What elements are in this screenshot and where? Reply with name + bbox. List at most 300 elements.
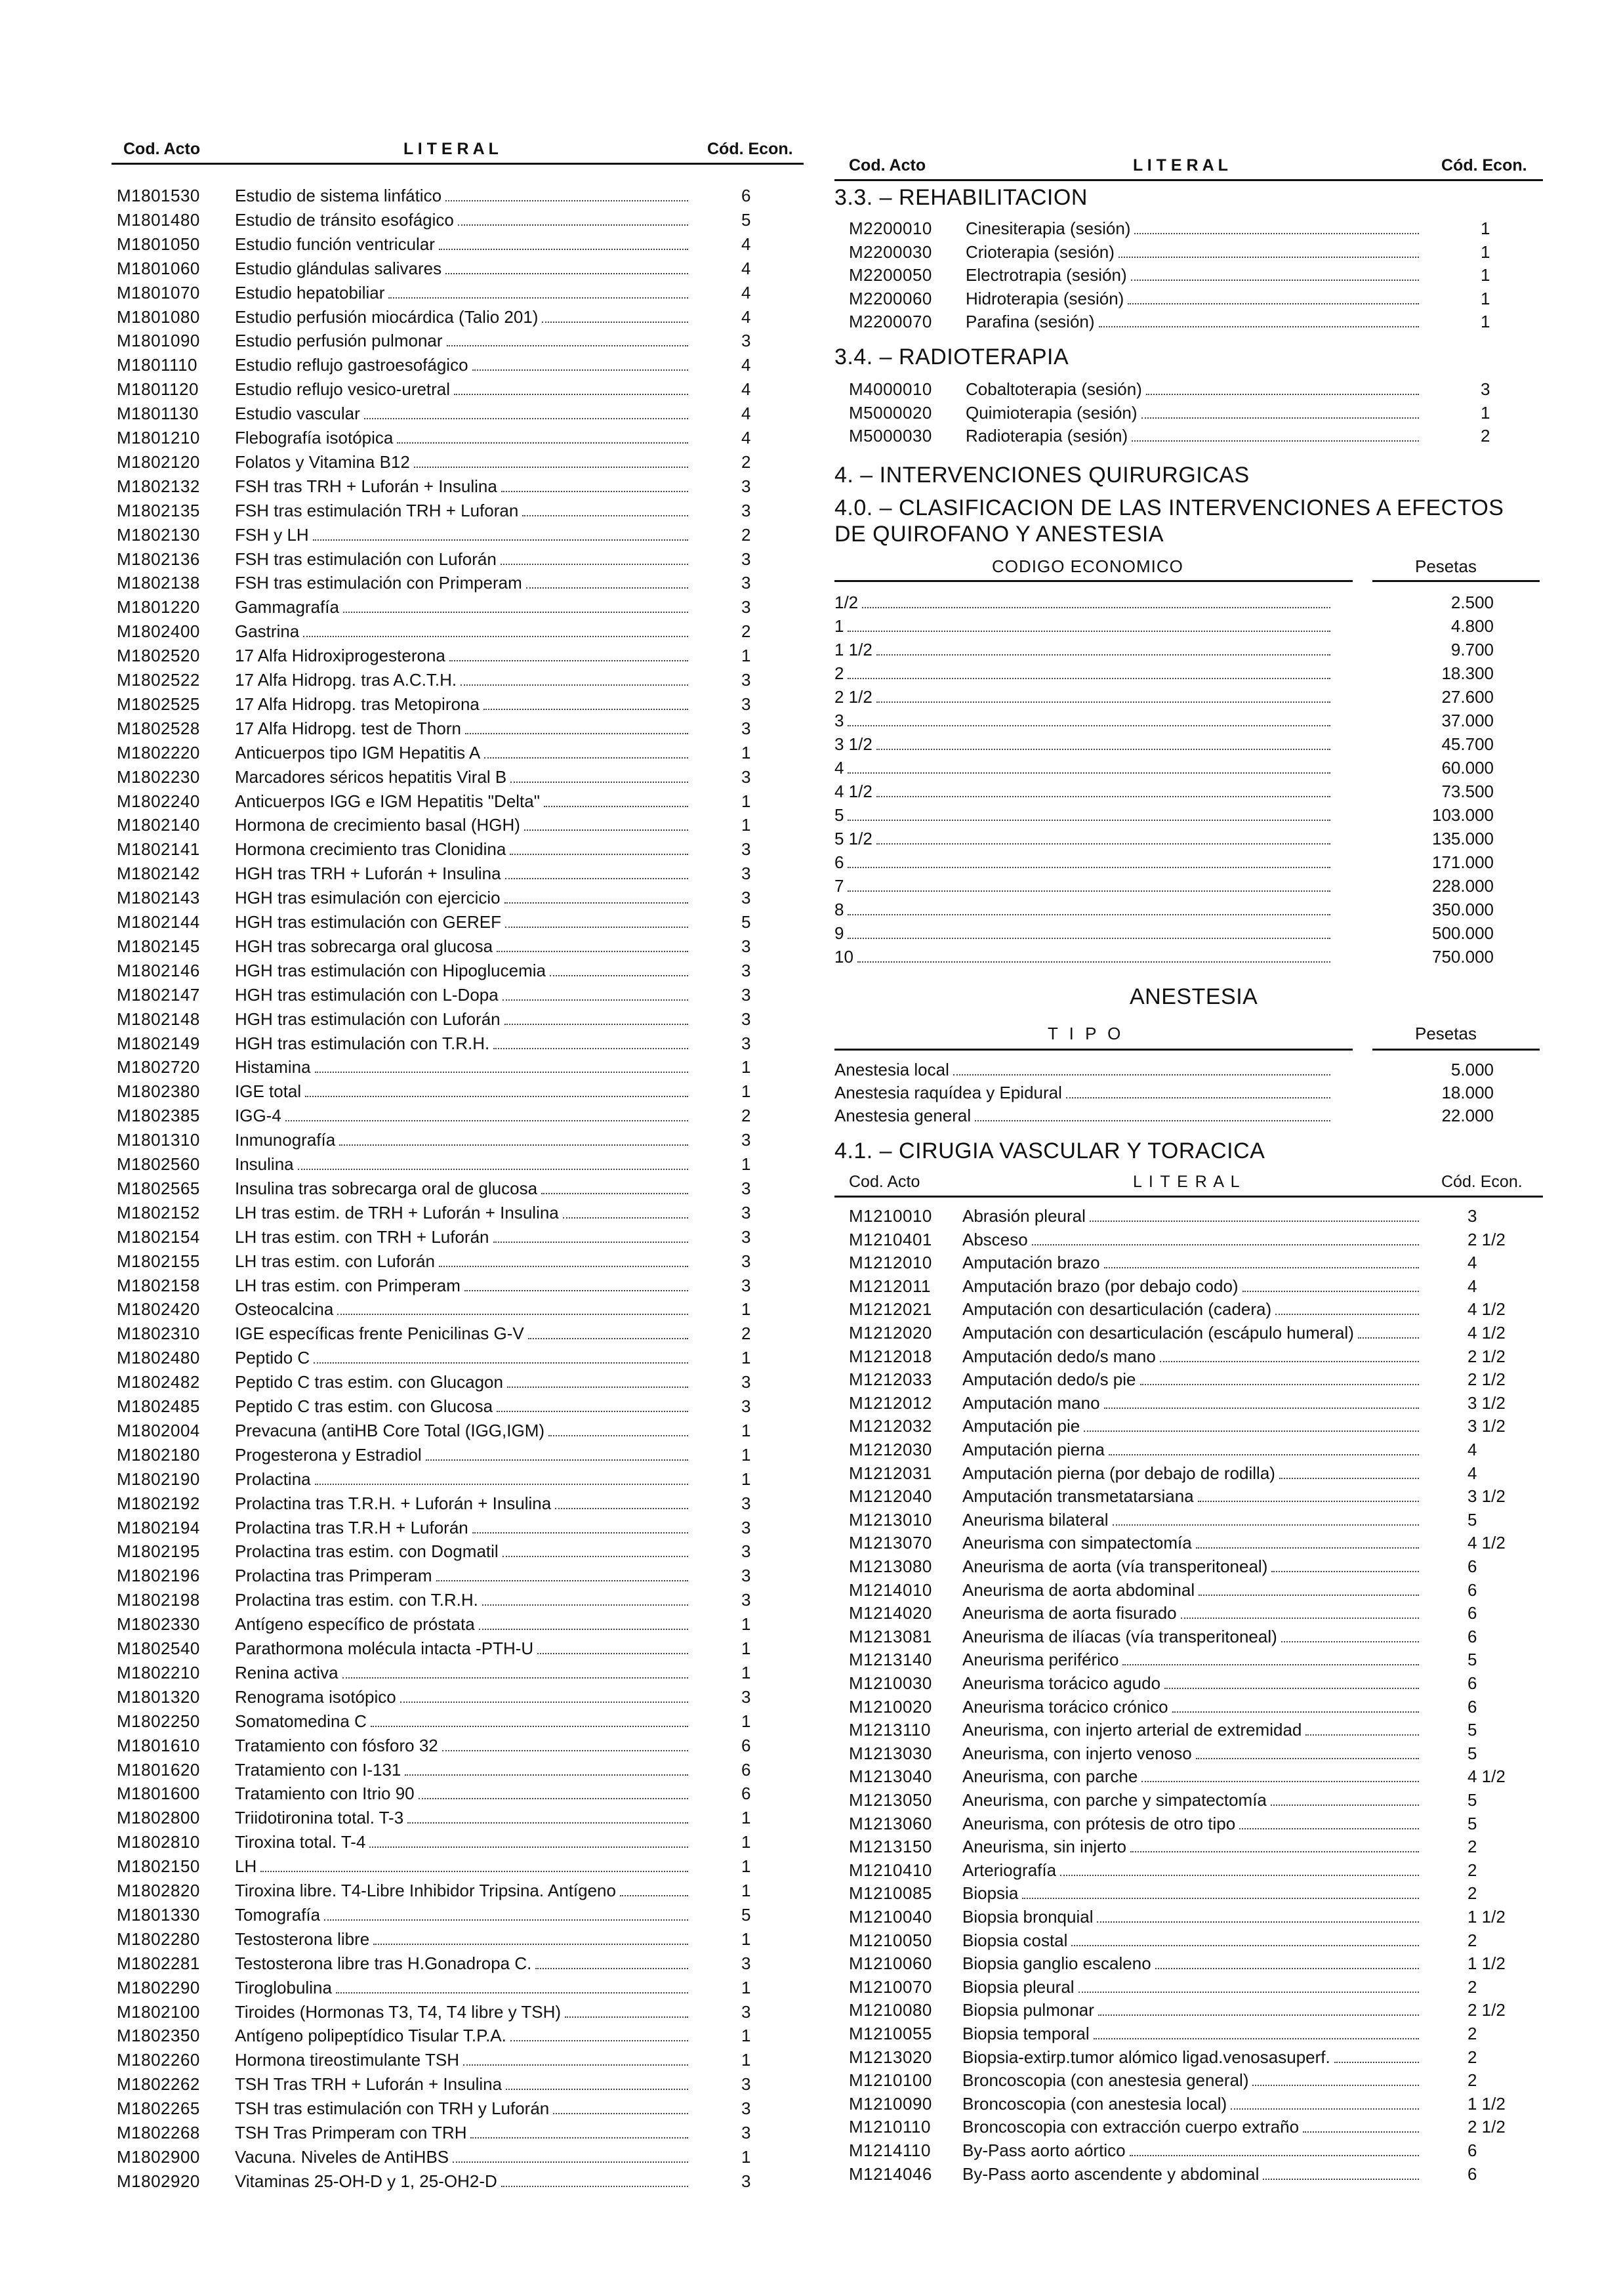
econ-code: 2 bbox=[1467, 1883, 1477, 1904]
literal-description bbox=[962, 1414, 1422, 1438]
literal-description bbox=[962, 1788, 1422, 1812]
act-code: M1802720 bbox=[117, 1057, 200, 1077]
literal-text: HGH tras estimulación con L-Dopa bbox=[235, 984, 499, 1005]
literal-description bbox=[235, 1274, 691, 1297]
literal-text: Testosterona libre tras H.Gonadropa C. bbox=[235, 1953, 532, 1973]
section-title-rehabilitacion: 3.3. – REHABILITACION bbox=[834, 185, 1088, 210]
literal-text: Renina activa bbox=[235, 1662, 339, 1682]
literal-text: LH tras estim. con Luforán bbox=[235, 1251, 435, 1271]
act-code: M1213140 bbox=[849, 1650, 932, 1670]
dot-leader bbox=[524, 813, 688, 831]
dot-leader bbox=[458, 208, 688, 226]
econ-code: 3 bbox=[741, 984, 751, 1005]
econ-code: 2 1/2 bbox=[1467, 2117, 1506, 2137]
table-row bbox=[112, 741, 804, 764]
dot-leader bbox=[314, 1346, 688, 1364]
literal-description bbox=[962, 1508, 1422, 1532]
econ-code: 2 bbox=[1467, 2047, 1477, 2067]
dot-leader bbox=[1113, 1508, 1419, 1526]
act-code: M1212021 bbox=[849, 1299, 932, 1320]
literal-description bbox=[962, 2045, 1422, 2069]
econ-code: 1 bbox=[1481, 219, 1490, 238]
act-code: M2200050 bbox=[849, 265, 932, 285]
literal-description bbox=[235, 232, 691, 256]
act-code: M1802198 bbox=[117, 1590, 200, 1610]
econ-code: 5 bbox=[1467, 1720, 1477, 1740]
literal-description bbox=[235, 1297, 691, 1321]
table-row bbox=[834, 1461, 1543, 1485]
econ-code: 1 bbox=[1481, 402, 1490, 423]
table-row bbox=[112, 813, 804, 837]
dot-leader bbox=[528, 1322, 688, 1339]
literal-description bbox=[235, 2121, 691, 2144]
literal-text: HGH tras estimulación con T.R.H. bbox=[235, 1033, 490, 1053]
econ-code: 4 1/2 bbox=[1467, 1299, 1506, 1320]
act-code: M5000030 bbox=[849, 426, 932, 446]
econ-code: 4 1/2 bbox=[1467, 1323, 1506, 1343]
dot-leader bbox=[364, 402, 688, 419]
literal-description bbox=[235, 523, 691, 547]
literal-description bbox=[962, 1718, 1422, 1742]
literal-description bbox=[235, 1225, 691, 1249]
literal-description bbox=[962, 1835, 1422, 1858]
dot-leader bbox=[1155, 1952, 1419, 1969]
table-row bbox=[112, 910, 804, 934]
act-code: M1213040 bbox=[849, 1766, 932, 1787]
literal-description bbox=[235, 1661, 691, 1684]
price-row bbox=[834, 945, 1543, 969]
literal-description bbox=[235, 1539, 691, 1563]
dot-leader bbox=[1196, 1742, 1419, 1759]
econ-code: 3 bbox=[741, 1590, 751, 1610]
literal-description bbox=[235, 765, 691, 789]
table-row bbox=[112, 668, 804, 692]
dot-leader bbox=[343, 595, 688, 613]
act-code: M1802194 bbox=[117, 1517, 200, 1537]
table-row bbox=[112, 1394, 804, 1418]
act-code: M1210100 bbox=[849, 2070, 932, 2091]
econ-code: 3 bbox=[741, 1686, 751, 1707]
literal-text: Biopsia pleural bbox=[962, 1976, 1075, 1997]
literal-description bbox=[962, 1764, 1422, 1788]
table-row bbox=[834, 1508, 1543, 1532]
literal-text: Vitaminas 25-OH-D y 1, 25-OH2-D bbox=[235, 2171, 497, 2191]
table-row bbox=[834, 1881, 1543, 1905]
dot-leader bbox=[388, 281, 688, 299]
literal-text: Testosterona libre bbox=[235, 1929, 370, 1949]
table-row bbox=[112, 474, 804, 498]
econ-code: 3 bbox=[741, 1178, 751, 1198]
table-row bbox=[112, 1104, 804, 1127]
econ-code: 4 1/2 bbox=[1467, 1533, 1506, 1553]
literal-text: Peptido C tras estim. con Glucosa bbox=[235, 1396, 493, 1416]
literal-text: IGE específicas frente Penicilinas G-V bbox=[235, 1324, 524, 1344]
table-row bbox=[834, 377, 1543, 401]
price-label bbox=[834, 803, 1333, 827]
literal-description bbox=[235, 1564, 691, 1587]
act-code: M1802145 bbox=[117, 936, 200, 956]
act-code: M1210040 bbox=[849, 1907, 932, 1927]
table-row bbox=[112, 281, 804, 304]
literal-text: Tratamiento con fósforo 32 bbox=[235, 1735, 438, 1755]
dot-leader bbox=[1199, 1578, 1419, 1596]
literal-description bbox=[235, 2072, 691, 2096]
literal-description bbox=[235, 2169, 691, 2193]
literal-text: Estudio de tránsito esofágico bbox=[235, 209, 454, 230]
literal-description bbox=[235, 499, 691, 522]
literal-text: Amputación pierna (por debajo de rodilla) bbox=[962, 1463, 1275, 1483]
literal-text: Hormona crecimiento tras Clonidina bbox=[235, 839, 506, 860]
price-label bbox=[834, 898, 1333, 921]
act-code: M1802420 bbox=[117, 1299, 200, 1320]
price-value: 22.000 bbox=[1441, 1106, 1494, 1125]
dot-leader bbox=[501, 2169, 688, 2187]
act-code: M1802141 bbox=[117, 839, 200, 860]
dot-leader bbox=[1098, 1998, 1419, 2016]
literal-text: TSH Tras TRH + Luforán + Insulina bbox=[235, 2074, 503, 2095]
literal-description bbox=[235, 1637, 691, 1660]
literal-text: Tiroides (Hormonas T3, T4, T4 libre y TSH) bbox=[235, 2001, 562, 2022]
literal-description bbox=[962, 1998, 1422, 2022]
literal-description bbox=[962, 1438, 1422, 1461]
literal-text: HGH tras TRH + Luforán + Insulina bbox=[235, 864, 501, 884]
dot-leader bbox=[453, 2145, 688, 2163]
econ-code: 3 bbox=[741, 476, 751, 496]
econ-code: 5 bbox=[1467, 1790, 1477, 1810]
table-row bbox=[834, 1367, 1543, 1391]
literal-text: Antígeno específico de próstata bbox=[235, 1614, 475, 1635]
act-code: M1802149 bbox=[117, 1033, 200, 1053]
table-row bbox=[112, 1612, 804, 1636]
act-code: M2200010 bbox=[849, 219, 932, 238]
literal-description bbox=[235, 1104, 691, 1127]
dot-leader bbox=[1078, 1975, 1419, 1993]
price-label bbox=[834, 945, 1333, 969]
econ-code: 3 bbox=[741, 888, 751, 908]
section-subtitle-clasificacion: 4.0. – CLASIFICACION DE LAS INTERVENCIONES A EFECTOS bbox=[834, 495, 1504, 520]
table-row bbox=[834, 1835, 1543, 1858]
literal-description bbox=[235, 619, 691, 643]
literal-text: FSH tras estimulación con Luforán bbox=[235, 549, 497, 569]
literal-description bbox=[235, 450, 691, 474]
econ-code: 2 bbox=[741, 451, 751, 472]
price-row bbox=[834, 898, 1543, 921]
literal-description bbox=[966, 240, 1422, 264]
literal-description bbox=[962, 1274, 1422, 1298]
act-code: M1212010 bbox=[849, 1253, 932, 1273]
literal-description bbox=[962, 2162, 1422, 2186]
dot-leader bbox=[503, 983, 688, 1001]
literal-text: Amputación transmetatarsiana bbox=[962, 1486, 1194, 1507]
table-row bbox=[112, 619, 804, 643]
literal-text: Aneurisma de aorta (vía transperitoneal) bbox=[962, 1556, 1268, 1576]
table-row bbox=[834, 1625, 1543, 1648]
table-row bbox=[112, 571, 804, 595]
section-title-cirugia: 4.1. – CIRUGIA VASCULAR Y TORACICA bbox=[834, 1138, 1265, 1163]
dot-leader bbox=[442, 1734, 688, 1751]
table-row bbox=[112, 1443, 804, 1467]
literal-text: Aneurisma de aorta fisurado bbox=[962, 1603, 1177, 1623]
dot-leader bbox=[1160, 1345, 1419, 1362]
literal-description bbox=[235, 184, 691, 207]
table-row bbox=[112, 1346, 804, 1369]
literal-text: Amputación dedo/s mano bbox=[962, 1346, 1156, 1366]
dot-leader bbox=[324, 1903, 688, 1921]
literal-text: IGG-4 bbox=[235, 1106, 281, 1126]
dot-leader bbox=[535, 1952, 688, 1969]
act-code: M1212020 bbox=[849, 1323, 932, 1343]
dot-leader bbox=[1099, 310, 1419, 327]
econ-code: 1 bbox=[741, 1081, 751, 1102]
dot-leader bbox=[414, 450, 688, 468]
act-code: M1802522 bbox=[117, 670, 200, 690]
econ-code: 2 1/2 bbox=[1467, 1229, 1506, 1249]
act-code: M1210080 bbox=[849, 2000, 932, 2020]
label-text: 1 1/2 bbox=[834, 640, 872, 659]
table-row bbox=[834, 1414, 1543, 1438]
price-value: 18.300 bbox=[1441, 663, 1494, 683]
table-row bbox=[112, 523, 804, 547]
price-row bbox=[834, 614, 1543, 638]
literal-description bbox=[235, 402, 691, 425]
econ-code: 3 bbox=[741, 1953, 751, 1973]
act-code: M1801530 bbox=[117, 186, 200, 205]
header-econ: Cód. Econ. bbox=[707, 140, 793, 158]
dot-leader bbox=[544, 789, 688, 807]
literal-text: Electrotrapia (sesión) bbox=[966, 265, 1127, 285]
act-code: M1802132 bbox=[117, 476, 200, 496]
table-row bbox=[112, 305, 804, 329]
literal-text: Tomografía bbox=[235, 1904, 321, 1925]
literal-description bbox=[235, 1443, 691, 1467]
dot-leader bbox=[953, 1058, 1330, 1075]
table-row bbox=[112, 377, 804, 401]
table-row bbox=[112, 1952, 804, 1975]
act-code: M1802290 bbox=[117, 1977, 200, 1997]
dot-leader bbox=[848, 850, 1330, 868]
econ-code: 6 bbox=[741, 1759, 751, 1780]
table-row bbox=[834, 1204, 1543, 1228]
dot-leader bbox=[305, 1079, 688, 1097]
act-code: M1801050 bbox=[117, 234, 200, 254]
literal-text: Insulina tras sobrecarga oral de glucosa bbox=[235, 1178, 538, 1198]
dot-leader bbox=[505, 862, 688, 879]
econ-code: 6 bbox=[1467, 1556, 1477, 1576]
price-row bbox=[834, 850, 1543, 874]
act-code: M1801110 bbox=[117, 355, 198, 375]
table-row bbox=[834, 1952, 1543, 1975]
table-row bbox=[112, 1492, 804, 1515]
econ-code: 5 bbox=[741, 912, 751, 932]
header-literal: L I T E R A L bbox=[1133, 156, 1228, 175]
econ-code: 6 bbox=[1467, 1626, 1477, 1646]
dot-leader bbox=[1279, 1461, 1419, 1479]
table-row bbox=[112, 1370, 804, 1394]
literal-description bbox=[235, 547, 691, 571]
table-row bbox=[112, 1467, 804, 1491]
econ-code: 1 bbox=[741, 742, 751, 762]
econ-code: 2 1/2 bbox=[1467, 2000, 1506, 2020]
price-row bbox=[834, 921, 1543, 945]
act-code: M1802380 bbox=[117, 1081, 200, 1102]
literal-description bbox=[962, 1391, 1422, 1415]
econ-code: 6 bbox=[1467, 1603, 1477, 1623]
literal-text: Histamina bbox=[235, 1057, 311, 1077]
table-row bbox=[112, 1539, 804, 1563]
literal-description bbox=[235, 1370, 691, 1394]
label-text: 5 1/2 bbox=[834, 829, 872, 848]
table-row bbox=[112, 886, 804, 909]
literal-text: Hormona tireostimulante TSH bbox=[235, 2050, 459, 2070]
literal-description bbox=[235, 1758, 691, 1782]
literal-description bbox=[235, 474, 691, 498]
table-row bbox=[112, 789, 804, 813]
act-code: M1214110 bbox=[849, 2140, 931, 2160]
literal-description bbox=[235, 571, 691, 595]
dot-leader bbox=[1104, 1251, 1419, 1268]
literal-description bbox=[235, 1516, 691, 1539]
dot-leader bbox=[315, 1467, 688, 1485]
dot-leader bbox=[493, 1225, 688, 1243]
act-code: M1213070 bbox=[849, 1533, 932, 1553]
econ-code: 2 bbox=[1481, 426, 1490, 446]
literal-description bbox=[235, 1830, 691, 1854]
econ-code: 1 bbox=[741, 1832, 751, 1852]
table-row bbox=[834, 1764, 1543, 1788]
literal-description bbox=[235, 1177, 691, 1200]
price-row bbox=[834, 591, 1543, 614]
label-text: 5 bbox=[834, 805, 844, 825]
literal-description bbox=[235, 2024, 691, 2047]
dot-leader bbox=[553, 2097, 688, 2114]
literal-description bbox=[235, 959, 691, 982]
dot-leader bbox=[339, 1128, 688, 1146]
literal-description bbox=[235, 1782, 691, 1805]
literal-text: Peptido C bbox=[235, 1348, 310, 1368]
act-code: M1802120 bbox=[117, 451, 200, 472]
literal-text: TSH Tras Primperam con TRH bbox=[235, 2123, 467, 2142]
econ-code: 1 bbox=[741, 1348, 751, 1368]
econ-code: 3 bbox=[741, 1226, 751, 1247]
table-row bbox=[112, 547, 804, 571]
table-row bbox=[112, 184, 804, 207]
literal-text: Biopsia temporal bbox=[962, 2024, 1090, 2043]
dot-leader bbox=[848, 921, 1330, 939]
table-row bbox=[112, 862, 804, 885]
act-code: M1801600 bbox=[117, 1784, 200, 1804]
label-text: Anestesia general bbox=[834, 1106, 972, 1125]
table-row bbox=[112, 1661, 804, 1684]
literal-description bbox=[962, 1345, 1422, 1368]
table-row bbox=[112, 1274, 804, 1297]
dot-leader bbox=[426, 1443, 688, 1461]
literal-description bbox=[962, 1297, 1422, 1321]
literal-text: FSH tras estimulación TRH + Luforan bbox=[235, 500, 519, 520]
literal-description bbox=[962, 1695, 1422, 1719]
dot-leader bbox=[848, 614, 1330, 632]
literal-text: HGH tras sobrecarga oral glucosa bbox=[235, 936, 493, 956]
dot-leader bbox=[439, 232, 688, 250]
literal-text: Biopsia pulmonar bbox=[962, 2000, 1094, 2020]
literal-text: Cinesiterapia (sesión) bbox=[966, 219, 1131, 238]
dot-leader bbox=[483, 692, 688, 710]
literal-text: Estudio vascular bbox=[235, 404, 360, 424]
act-code: M1802268 bbox=[117, 2123, 200, 2142]
act-code: M1802100 bbox=[117, 2001, 200, 2022]
dot-leader bbox=[975, 1104, 1330, 1121]
act-code: M1213081 bbox=[849, 1626, 932, 1646]
econ-code: 6 bbox=[1467, 1673, 1477, 1693]
table-row bbox=[112, 837, 804, 861]
table-row bbox=[112, 1079, 804, 1103]
act-code: M1802190 bbox=[117, 1469, 200, 1489]
literal-text: Aneurisma, con parche bbox=[962, 1766, 1138, 1787]
literal-text: Prevacuna (antiHB Core Total (IGG,IGM) bbox=[235, 1420, 545, 1440]
price-label bbox=[834, 850, 1333, 874]
dot-leader bbox=[371, 1709, 688, 1727]
econ-code: 3 bbox=[741, 718, 751, 738]
header-literal: L I T E R A L bbox=[1133, 1173, 1241, 1191]
table-row bbox=[112, 1854, 804, 1878]
dot-leader bbox=[510, 837, 688, 855]
literal-text: Aneurisma torácico agudo bbox=[962, 1673, 1161, 1693]
econ-code: 3 bbox=[741, 1493, 751, 1513]
price-value: 5.000 bbox=[1450, 1060, 1494, 1079]
table-row bbox=[834, 424, 1543, 448]
act-code: M1802144 bbox=[117, 912, 200, 932]
dot-leader bbox=[876, 685, 1330, 703]
table-row bbox=[112, 1758, 804, 1782]
table-row bbox=[834, 1788, 1543, 1812]
literal-text: FSH tras TRH + Luforán + Insulina bbox=[235, 476, 497, 496]
act-code: M1802485 bbox=[117, 1396, 200, 1416]
literal-description bbox=[966, 287, 1422, 310]
dot-leader bbox=[464, 1274, 688, 1291]
table-row bbox=[112, 1225, 804, 1249]
act-code: M1802528 bbox=[117, 718, 200, 738]
table-row bbox=[112, 1249, 804, 1273]
dot-leader bbox=[285, 1104, 688, 1121]
dot-leader bbox=[1130, 2139, 1419, 2156]
price-value: 45.700 bbox=[1441, 734, 1494, 754]
literal-description bbox=[962, 1461, 1422, 1485]
literal-text: 17 Alfa Hidropg. tras A.C.T.H. bbox=[235, 670, 457, 690]
act-code: M1214020 bbox=[849, 1603, 932, 1623]
literal-text: HGH tras estimulación con Hipoglucemia bbox=[235, 960, 546, 980]
act-code: M1802142 bbox=[117, 864, 200, 884]
table-row bbox=[834, 1812, 1543, 1835]
dot-leader bbox=[506, 2072, 688, 2090]
literal-description bbox=[962, 1251, 1422, 1274]
table-row bbox=[112, 1128, 804, 1152]
act-code: M1802525 bbox=[117, 694, 200, 714]
act-code: M1801090 bbox=[117, 331, 200, 351]
price-label bbox=[834, 1104, 1333, 1127]
econ-code: 4 1/2 bbox=[1467, 1766, 1506, 1787]
literal-text: Estudio hepatobiliar bbox=[235, 282, 385, 303]
econ-code: 2 bbox=[1467, 1837, 1477, 1857]
literal-description bbox=[235, 983, 691, 1007]
literal-text: Aneurisma de aorta abdominal bbox=[962, 1579, 1195, 1600]
econ-code: 4 bbox=[741, 306, 751, 327]
dot-leader bbox=[876, 732, 1330, 750]
literal-description bbox=[962, 1531, 1422, 1555]
table-row bbox=[112, 329, 804, 352]
econ-code: 1 bbox=[741, 1929, 751, 1949]
literal-description bbox=[966, 377, 1422, 401]
literal-description bbox=[966, 424, 1422, 448]
econ-code: 3 bbox=[741, 1275, 751, 1295]
